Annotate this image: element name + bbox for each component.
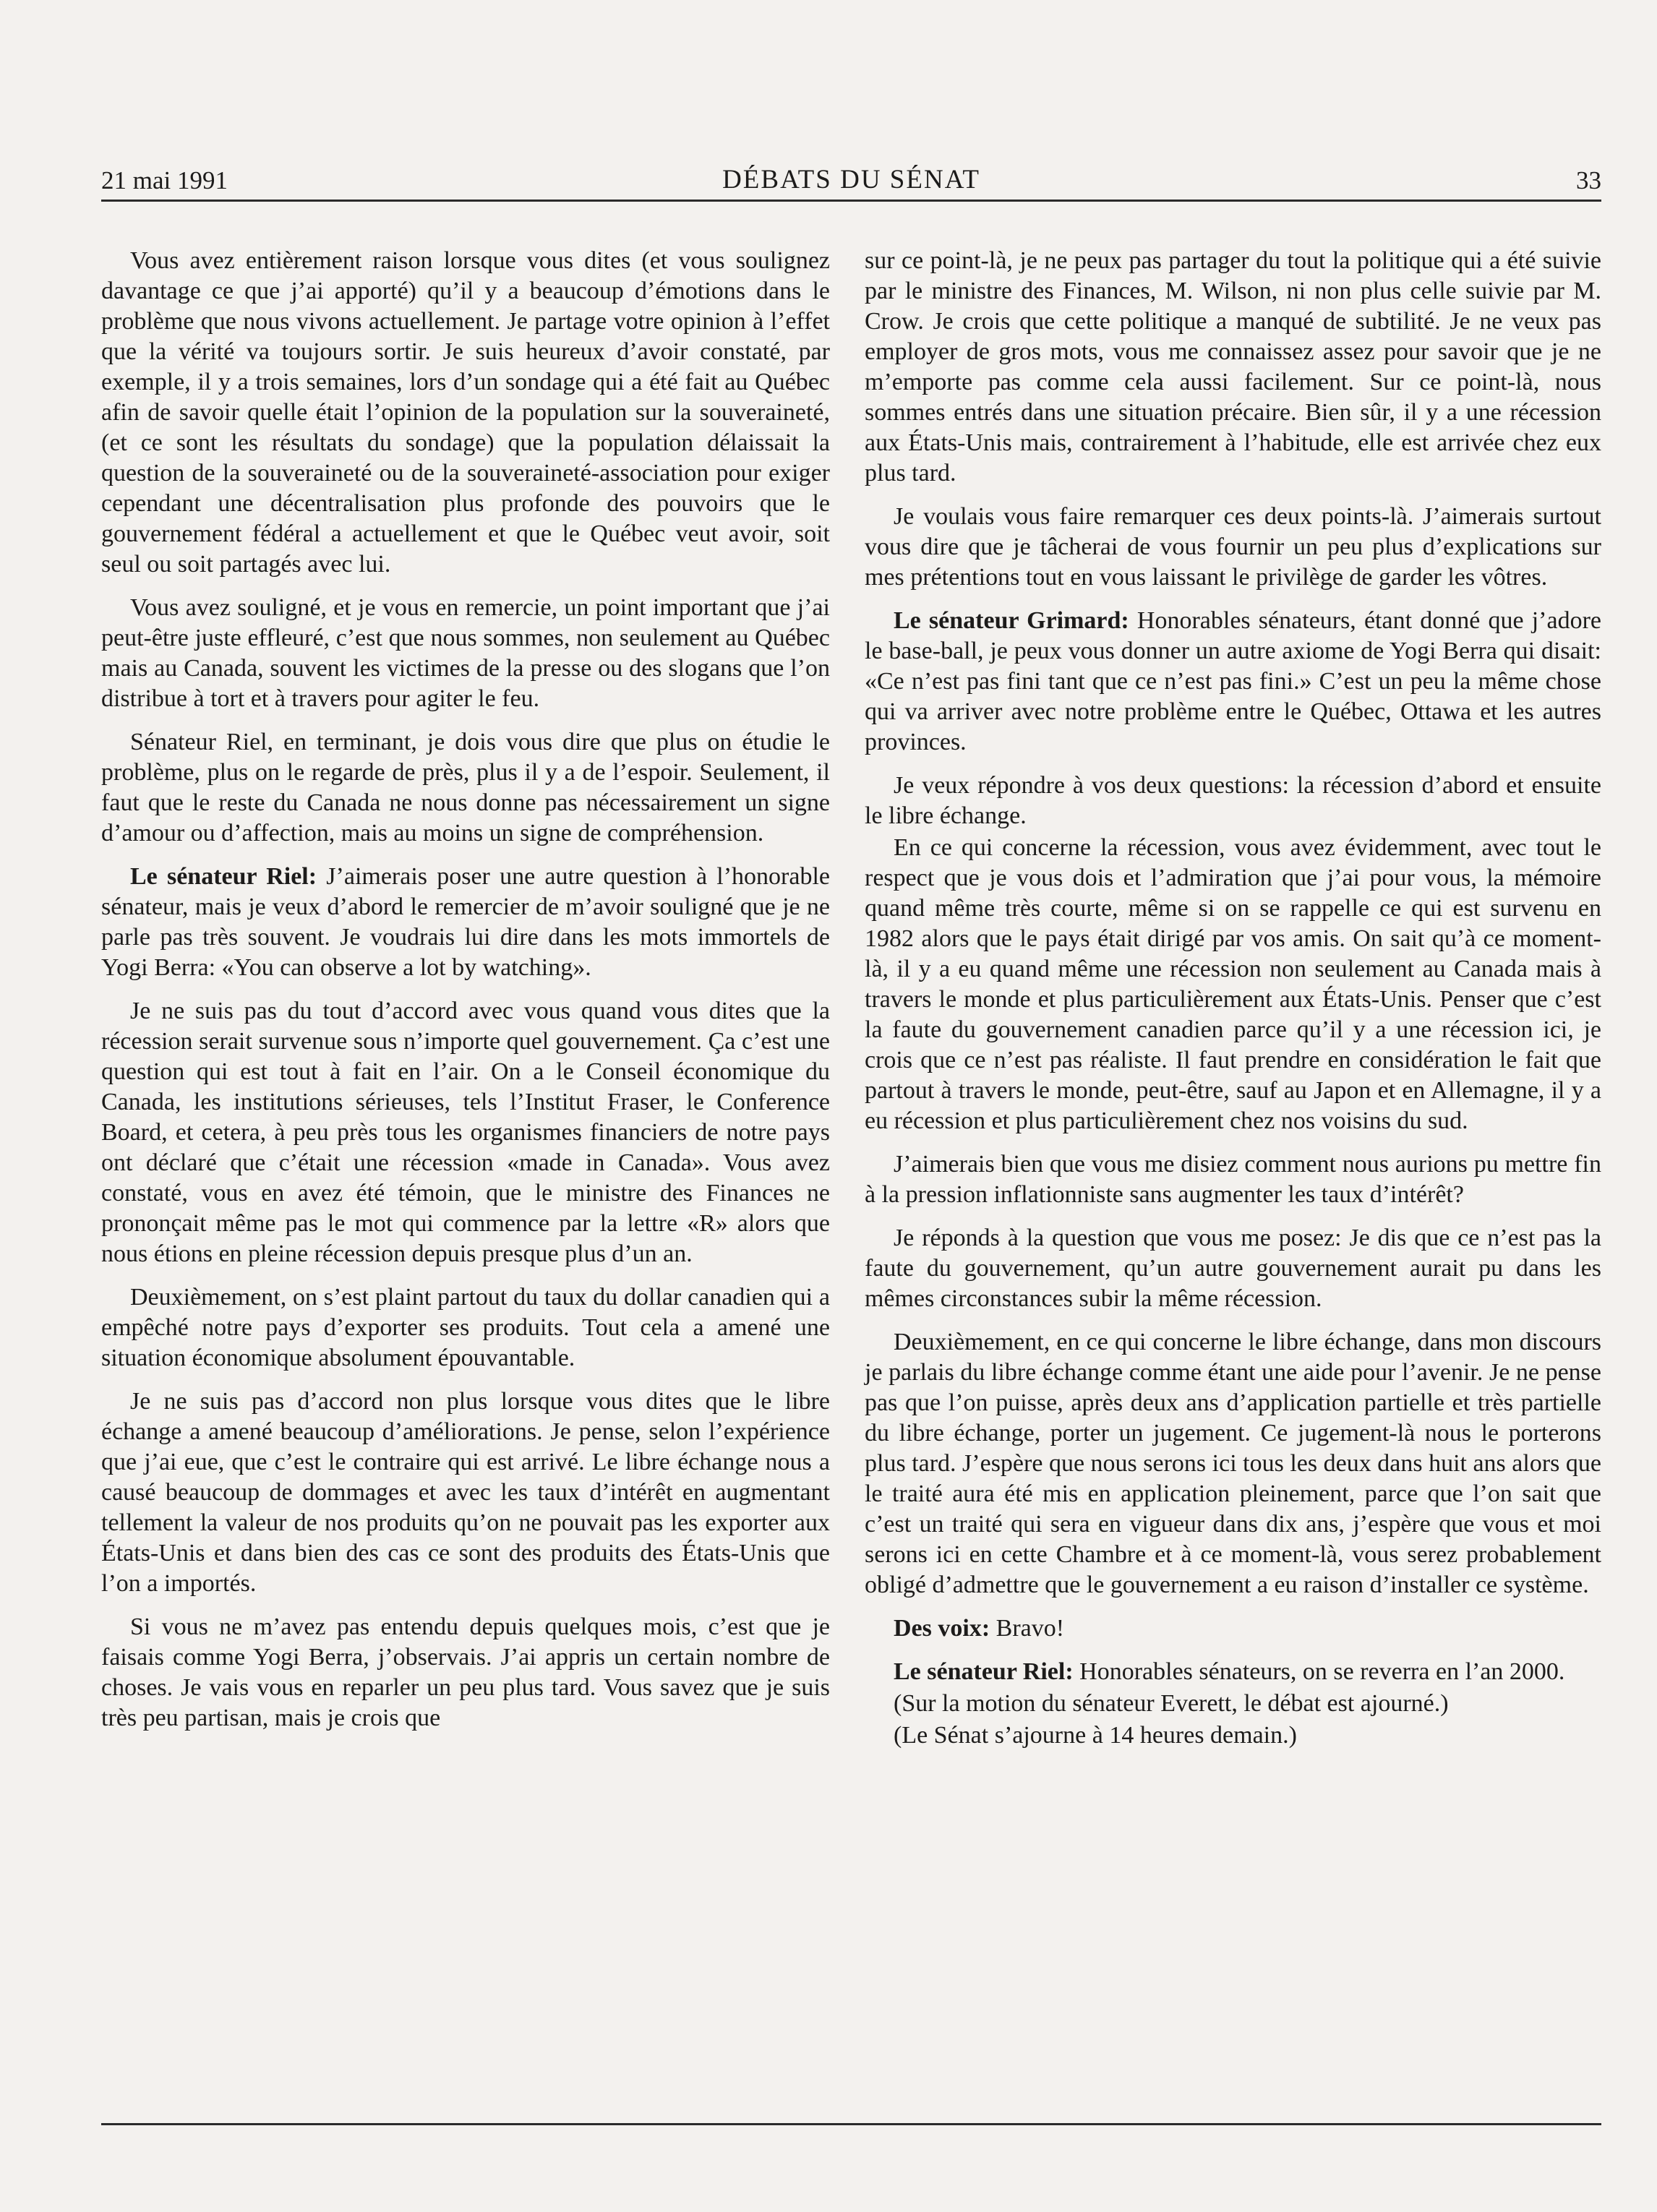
header-date: 21 mai 1991 <box>101 166 228 194</box>
procedural-note: (Le Sénat s’ajourne à 14 heures demain.) <box>894 1722 1297 1749</box>
speaker-name: Le sénateur Grimard: <box>894 607 1129 634</box>
paragraph: Je réponds à la question que vous me posez: Je dis que ce n’est pas la faute du gouvernement, qu’un autre gouvernement aurait pu dans les mêmes circonstances subir la même récession. <box>865 1225 1601 1312</box>
page-number: 33 <box>1576 166 1601 194</box>
procedural-note: (Sur la motion du sénateur Everett, le débat est ajourné.) <box>894 1690 1449 1717</box>
paragraph: Je ne suis pas du tout d’accord avec vous quand vous dites que la récession serait survenue sous n’importe quel gouvernement. Ça c’est une question qui est tout à fait en l’air. On a le Conseil économique du Canada, les institutions sérieuses, tels l’Institut Fraser, le Conference Board, et cetera, à peu près tous les organismes financiers de notre pays ont déclaré que c’était une récession «made in Canada». Vous avez constaté, vous en avez été témoin, que le ministre des Finances ne prononçait même pas le mot qui commence par la lettre «R» alors que nous étions en pleine récession depuis presque plus d’un an. <box>101 998 830 1267</box>
speaker-name: Le sénateur Riel: <box>130 863 317 890</box>
paragraph: Je voulais vous faire remarquer ces deux points-là. J’aimerais surtout vous dire que je tâcherai de vous fournir un peu plus d’explications sur mes prétentions tout en vous laissant le privilège de garder les vôtres. <box>865 503 1601 591</box>
paragraph: Sénateur Riel, en terminant, je dois vous dire que plus on étudie le problème, plus on le regarde de près, plus il y a de l’espoir. Seulement, il faut que le reste du Canada ne nous donne pas nécessairement un signe d’amour ou d’affection, mais au moins un signe de compréhension. <box>101 729 830 846</box>
speaker-name: Des voix: <box>894 1615 990 1642</box>
speaker-paragraph <box>865 1613 1601 1644</box>
speaker-name: Le sénateur Riel: <box>894 1658 1074 1685</box>
speaker-paragraph <box>101 862 830 983</box>
page-header <box>101 160 1601 202</box>
speech-text: J’aimerais poser une autre question à l’honorable sénateur, mais je veux d’abord le remercier de m’avoir souligné que je ne parle pas très souvent. Je voudrais lui dire dans les mots immortels de Yogi Berra: «You can observe a lot by watching». <box>101 863 830 981</box>
right-column <box>865 246 1601 1764</box>
speech-text: Bravo! <box>990 1615 1065 1642</box>
footer-divider <box>101 2123 1601 2125</box>
speaker-paragraph <box>865 1657 1601 1687</box>
paragraph: Si vous ne m’avez pas entendu depuis quelques mois, c’est que je faisais comme Yogi Berra, j’observais. J’ai appris un certain nombre de choses. Je vais vous en reparler un peu plus tard. Vous savez que je suis très peu partisan, mais je crois que <box>101 1613 830 1731</box>
paragraph: Deuxièmement, en ce qui concerne le libre échange, dans mon discours je parlais du libre échange comme étant une aide pour l’avenir. Je ne pense pas que l’on puisse, après deux ans d’application partielle et très partielle du libre échange, porter un jugement. Ce jugement-là nous le porterons plus tard. J’espère que nous serons ici tous les deux dans huit ans alors que le traité aura été mis en application pleinement, parce que l’on sait que c’est un traité qui sera en vigueur dans dix ans, j’espère que vous et moi serons ici en cette Chambre et à ce moment-là, vous serez probablement obligé d’admettre que le gouvernement a eu raison d’installer ce système. <box>865 1329 1601 1598</box>
header-title: DÉBATS DU SÉNAT <box>722 165 980 194</box>
paragraph: Vous avez entièrement raison lorsque vous dites (et vous soulignez davantage ce que j’ai apporté) qu’il y a beaucoup d’émotions dans le problème que nous vivons actuellement. Je partage votre opinion à l’effet que la vérité va toujours sortir. Je suis heureux d’avoir constaté, par exemple, il y a trois semaines, lors d’un sondage qui a été fait au Québec afin de savoir quelle était l’opinion de la population sur la souveraineté, (et ce sont les résultats du sondage) que la population délaissait la question de la souveraineté ou de la souveraineté-association pour exiger cependant une décentralisation plus profonde des pouvoirs que le gouvernement fédéral a actuellement et que le Québec veut avoir, soit seul ou soit partagés avec lui. <box>101 247 830 578</box>
paragraph-continued: sur ce point-là, je ne peux pas partager du tout la politique qui a été suivie par le ministre des Finances, M. Wilson, ni non plus celle suivie par M. Crow. Je crois que cette politique a manqué de subtilité. Je ne veux pas employer de gros mots, vous me connaissez assez pour savoir que je ne m’emporte pas comme cela aussi facilement. Sur ce point-là, nous sommes entrés dans une situation précaire. Bien sûr, il y a une récession aux États-Unis mais, contrairement à l’habitude, elle est arrivée chez eux plus tard. <box>865 247 1601 486</box>
paragraph: J’aimerais bien que vous me disiez comment nous aurions pu mettre fin à la pression inflationniste sans augmenter les taux d’intérêt? <box>865 1151 1601 1208</box>
speech-text: Honorables sénateurs, étant donné que j’adore le base-ball, je peux vous donner un autre axiome de Yogi Berra qui disait: «Ce n’est pas fini tant que ce n’est pas fini.» C’est un peu la même chose qui va arriver avec notre problème entre le Québec, Ottawa et les autres provinces. <box>865 607 1601 755</box>
speech-text: Honorables sénateurs, on se reverra en l’an 2000. <box>1073 1658 1565 1685</box>
paragraph: Vous avez souligné, et je vous en remercie, un point important que j’ai peut-être juste effleuré, c’est que nous sommes, non seulement au Québec mais au Canada, souvent les victimes de la presse ou des slogans que l’on distribue à tort et à travers pour agiter le feu. <box>101 594 830 712</box>
left-column <box>101 246 830 1746</box>
speaker-paragraph <box>865 606 1601 758</box>
paragraph: Deuxièmement, on s’est plaint partout du taux du dollar canadien qui a empêché notre pays d’exporter ses produits. Tout cela a amené une situation économique absolument épouvantable. <box>101 1284 830 1371</box>
paragraph: Je ne suis pas d’accord non plus lorsque vous dites que le libre échange a amené beaucoup d’améliorations. Je pense, selon l’expérience que j’ai eue, que c’est le contraire qui est arrivé. Le libre échange nous a causé beaucoup de dommages et avec les taux d’intérêt en augmentant tellement la valeur de nos produits qu’on ne pouvait pas les exporter aux États-Unis et dans bien des cas ce sont des produits des États-Unis que l’on a importés. <box>101 1388 830 1597</box>
paragraph: Je veux répondre à vos deux questions: la récession d’abord et ensuite le libre échange. <box>865 772 1601 829</box>
paragraph: En ce qui concerne la récession, vous avez évidemment, avec tout le respect que je vous dois et l’admiration que j’ai pour vous, la mémoire quand même très courte, même si on se rappelle ce qui est survenu en 1982 alors que le pays était dirigé par vos amis. On sait qu’à ce moment-là, il y a eu quand même une récession non seulement au Canada mais à travers le monde et plus particulièrement aux États-Unis. Penser que c’est la faute du gouvernement canadien parce qu’il y a une récession ici, je crois que ce n’est pas réaliste. Il faut prendre en considération le fait que partout à travers le monde, peut-être, sauf au Japon et en Allemagne, il y a eu récession et plus particulièrement chez nos voisins du sud. <box>865 834 1601 1134</box>
